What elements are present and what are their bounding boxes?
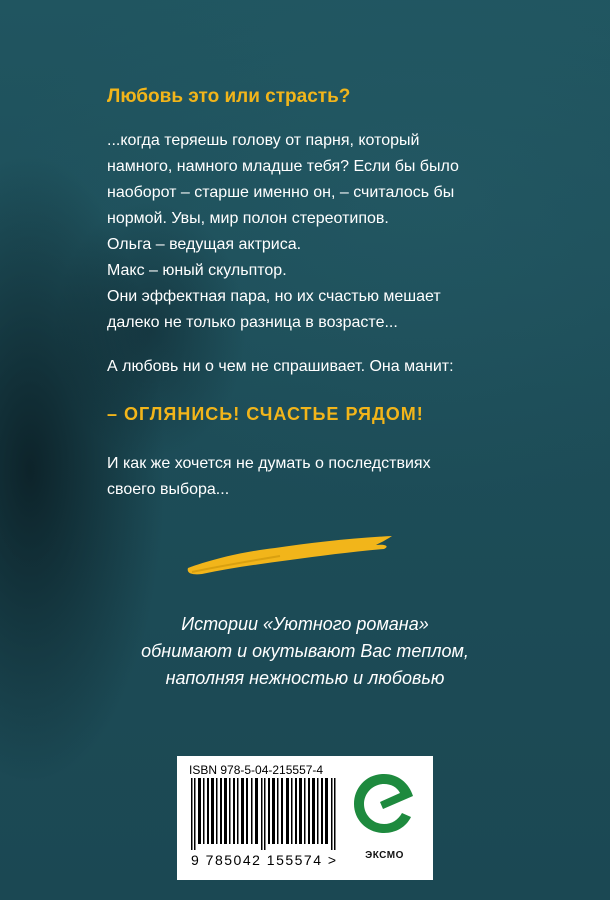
blurb-paragraph-2: А любовь ни о чем не спрашивает. Она манит:	[107, 358, 454, 375]
blurb-paragraph-3	[107, 451, 431, 503]
blurb-line: Макс – юный скульптор.	[107, 262, 287, 279]
blurb-line: далеко не только разница в возрасте...	[107, 314, 398, 331]
eksmo-logo-icon	[336, 756, 433, 851]
barcode-digits: 9 785042 155574 >	[191, 852, 338, 868]
publisher-name: ЭКСМО	[365, 850, 404, 861]
series-tagline	[0, 611, 610, 692]
brush-stroke-decoration	[180, 530, 400, 580]
headline: Любовь это или страсть?	[107, 86, 351, 107]
blurb-line: нормой. Увы, мир полон стереотипов.	[107, 210, 389, 227]
blurb-paragraph-1	[107, 128, 527, 336]
blurb-line: И как же хочется не думать о последствиях	[107, 455, 431, 472]
call-to-action: – ОГЛЯНИСЬ! СЧАСТЬЕ РЯДОМ!	[107, 404, 424, 424]
isbn-label: ISBN 978-5-04-215557-4	[189, 763, 324, 777]
blurb-line: намного, намного младше тебя? Если бы было	[107, 158, 459, 175]
blurb-line: своего выбора...	[107, 481, 230, 498]
barcode-image	[191, 778, 341, 850]
tagline-line: наполняя нежностью и любовью	[165, 668, 445, 688]
blurb-line: Ольга – ведущая актриса.	[107, 236, 302, 253]
blurb-line: ...когда теряешь голову от парня, который	[107, 132, 420, 149]
tagline-line: Истории «Уютного романа»	[181, 614, 429, 634]
tagline-line: обнимают и окутывают Вас теплом,	[141, 641, 469, 661]
blurb-line: наоборот – старше именно он, – считалось бы	[107, 184, 455, 201]
blurb-line: Они эффектная пара, но их счастью мешает	[107, 288, 441, 305]
publisher-logo	[336, 756, 433, 880]
